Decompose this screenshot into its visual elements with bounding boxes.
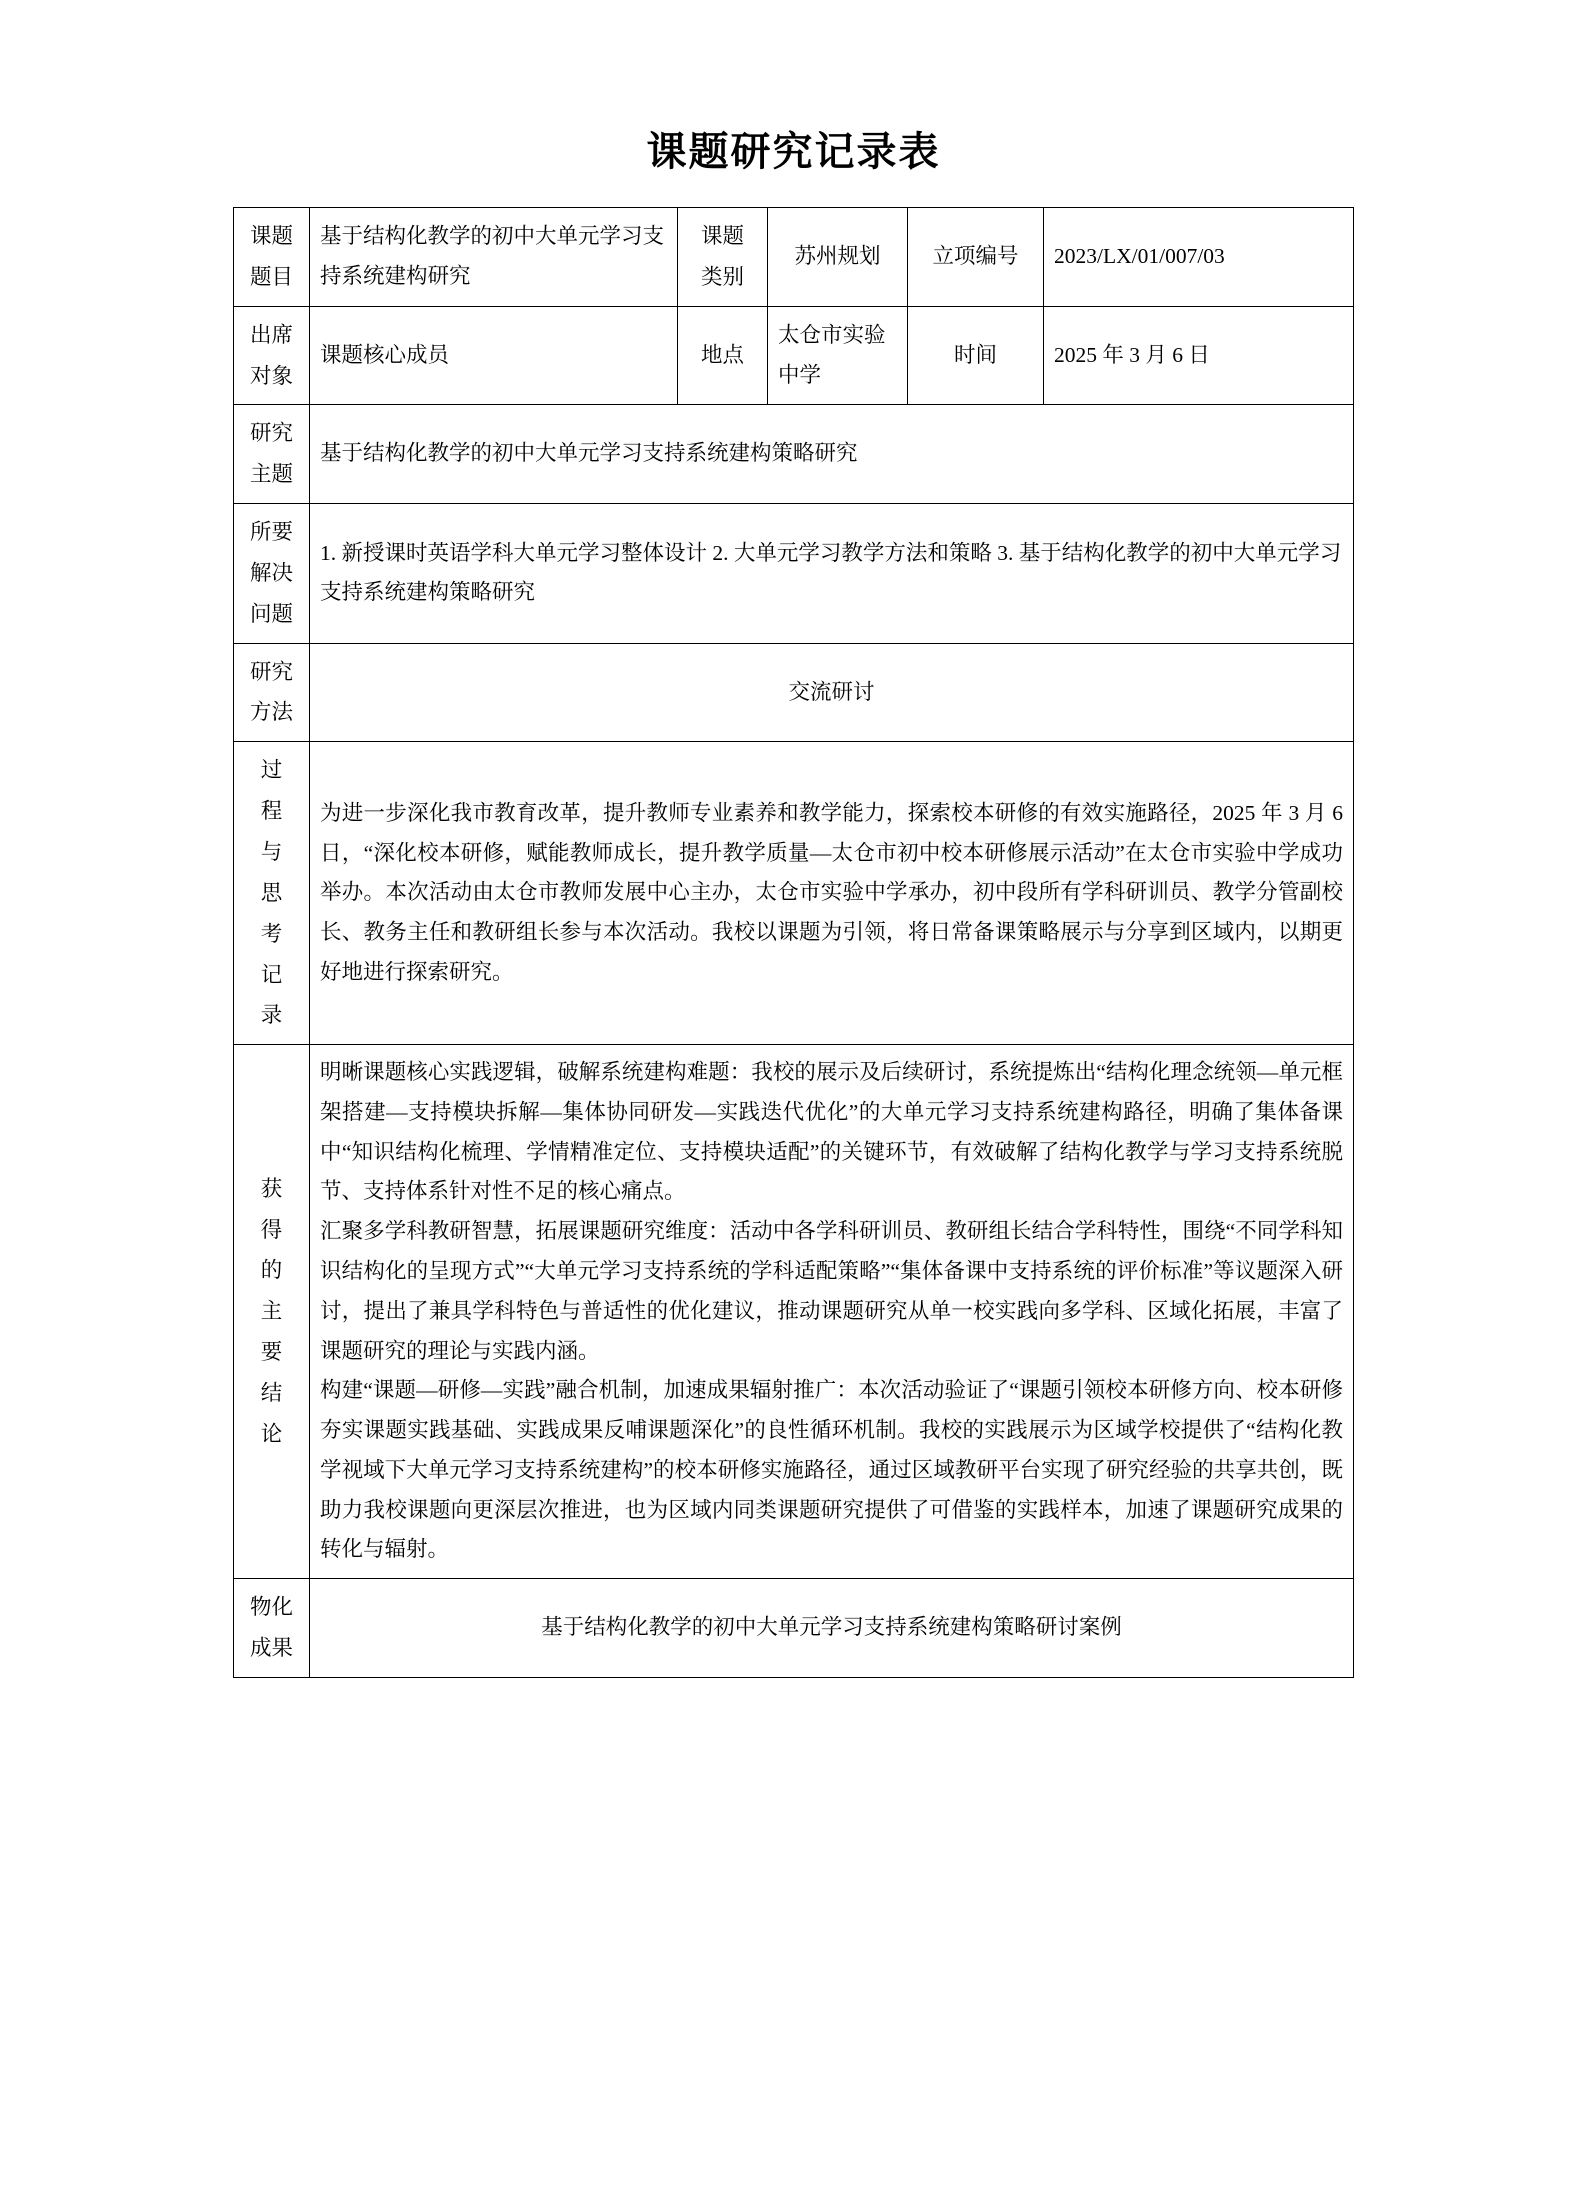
conclusion-paragraph-3: 构建“课题—研修—实践”融合机制，加速成果辐射推广：本次活动验证了“课题引领校本研修方向、校本研修夯实课题实践基础、实践成果反哺课题深化”的良性循环机制。我校的实践展示为区域学校提供了“结构化教学视域下大单元学习支持系统建构”的校本研修实施路径，通过区域教研平台实现了研究经验的共享共创，既助力我校课题向更深层次推进，也为区域内同类课题研究提供了可借鉴的实践样本，加速了课题研究成果的转化与辐射。 bbox=[320, 1378, 1343, 1562]
project-number-value: 2023/LX/01/007/03 bbox=[1044, 208, 1354, 307]
outcome-value: 基于结构化教学的初中大单元学习支持系统建构策略研讨案例 bbox=[310, 1579, 1354, 1678]
row-label-outcome-line2: 成果 bbox=[249, 1635, 293, 1660]
row-label-conclusion-char6: 结 bbox=[260, 1380, 283, 1405]
row-label-conclusion-char3: 的 bbox=[260, 1258, 283, 1283]
row-label-problems-line1: 所要 bbox=[249, 520, 293, 545]
row-label-process-char1: 过 bbox=[260, 758, 283, 783]
table-row-topic bbox=[234, 208, 1354, 307]
row-label-process bbox=[234, 742, 310, 1045]
process-paragraph: 为进一步深化我市教育改革，提升教师专业素养和教学能力，探索校本研修的有效实施路径，2025 年 3 月 6 日，“深化校本研修，赋能教师成长，提升教学质量—太仓市初中校本研修展示活动”在太仓市实验中学成功举办。本次活动由太仓市教师发展中心主办，太仓市实验中学承办，初中段所有学科研训员、教学分管副校长、教务主任和教研组长参与本次活动。我校以课题为引领，将日常备课策略展示与分享到区域内，以期更好地进行探索研究。 bbox=[320, 800, 1343, 984]
table-row-conclusion bbox=[234, 1045, 1354, 1579]
row-label-category-line2: 类别 bbox=[700, 264, 744, 289]
category-value: 苏州规划 bbox=[768, 208, 908, 307]
row-label-theme bbox=[234, 405, 310, 504]
attendees-value: 课题核心成员 bbox=[310, 306, 678, 405]
row-label-topic-line1: 课题 bbox=[249, 224, 293, 248]
row-label-attendees bbox=[234, 306, 310, 405]
method-value: 交流研讨 bbox=[310, 643, 1354, 742]
row-label-conclusion-char5: 要 bbox=[260, 1340, 283, 1365]
row-label-topic-line2: 题目 bbox=[249, 264, 293, 289]
row-label-conclusion-char2: 得 bbox=[260, 1217, 283, 1242]
theme-value: 基于结构化教学的初中大单元学习支持系统建构策略研究 bbox=[310, 405, 1354, 504]
row-label-process-char3: 与 bbox=[260, 839, 283, 864]
row-label-process-char5: 考 bbox=[260, 921, 283, 946]
conclusion-value bbox=[310, 1045, 1354, 1579]
row-label-conclusion-char4: 主 bbox=[260, 1299, 283, 1324]
table-row-method bbox=[234, 643, 1354, 742]
row-label-process-char6: 记 bbox=[260, 962, 283, 987]
row-label-problems-line2: 解决 bbox=[249, 560, 293, 585]
row-label-process-char7: 录 bbox=[260, 1003, 283, 1028]
row-label-method bbox=[234, 643, 310, 742]
row-label-category-line1: 课题 bbox=[700, 224, 744, 248]
table-row-attendees bbox=[234, 306, 1354, 405]
place-value: 太仓市实验中学 bbox=[768, 306, 908, 405]
row-label-conclusion-char1: 获 bbox=[260, 1176, 283, 1201]
row-label-theme-line2: 主题 bbox=[249, 462, 293, 487]
row-label-project-number: 立项编号 bbox=[908, 208, 1044, 307]
row-label-topic bbox=[234, 208, 310, 307]
table-row-outcome bbox=[234, 1579, 1354, 1678]
problems-value: 1. 新授课时英语学科大单元学习整体设计 2. 大单元学习教学方法和策略 3. 基于结构化教学的初中大单元学习支持系统建构策略研究 bbox=[310, 504, 1354, 644]
row-label-place: 地点 bbox=[678, 306, 768, 405]
row-label-conclusion-char7: 论 bbox=[260, 1421, 283, 1446]
table-row-problems bbox=[234, 504, 1354, 644]
topic-value: 基于结构化教学的初中大单元学习支持系统建构研究 bbox=[310, 208, 678, 307]
row-label-process-char4: 思 bbox=[260, 880, 283, 905]
row-label-conclusion bbox=[234, 1045, 310, 1579]
table-row-process bbox=[234, 742, 1354, 1045]
page-title: 课题研究记录表 bbox=[646, 129, 941, 174]
row-label-theme-line1: 研究 bbox=[249, 421, 293, 446]
time-value: 2025 年 3 月 6 日 bbox=[1044, 306, 1354, 405]
process-value bbox=[310, 742, 1354, 1045]
row-label-problems-line3: 问题 bbox=[249, 601, 293, 626]
row-label-problems bbox=[234, 504, 310, 644]
conclusion-paragraph-1: 明晰课题核心实践逻辑，破解系统建构难题：我校的展示及后续研讨，系统提炼出“结构化理念统领—单元框架搭建—支持模块拆解—集体协同研发—实践迭代优化”的大单元学习支持系统建构路径，明确了集体备课中“知识结构化梳理、学情精准定位、支持模块适配”的关键环节，有效破解了结构化教学与学习支持系统脱节、支持体系针对性不足的核心痛点。 bbox=[320, 1060, 1343, 1204]
table-row-theme bbox=[234, 405, 1354, 504]
research-record-table bbox=[233, 207, 1354, 1678]
row-label-outcome bbox=[234, 1579, 310, 1678]
row-label-attendees-line2: 对象 bbox=[249, 363, 293, 388]
row-label-process-char2: 程 bbox=[260, 799, 283, 824]
row-label-method-line1: 研究 bbox=[249, 659, 293, 684]
row-label-method-line2: 方法 bbox=[249, 700, 293, 725]
row-label-time: 时间 bbox=[908, 306, 1044, 405]
row-label-category bbox=[678, 208, 768, 307]
document-page bbox=[0, 120, 1587, 2210]
row-label-attendees-line1: 出席 bbox=[249, 322, 293, 347]
row-label-outcome-line1: 物化 bbox=[249, 1595, 293, 1620]
conclusion-paragraph-2: 汇聚多学科教研智慧，拓展课题研究维度：活动中各学科研训员、教研组长结合学科特性，围绕“不同学科知识结构化的呈现方式”“大单元学习支持系统的学科适配策略”“集体备课中支持系统的评价标准”等议题深入研讨，提出了兼具学科特色与普适性的优化建议，推动课题研究从单一校实践向多学科、区域化拓展，丰富了课题研究的理论与实践内涵。 bbox=[320, 1219, 1343, 1363]
